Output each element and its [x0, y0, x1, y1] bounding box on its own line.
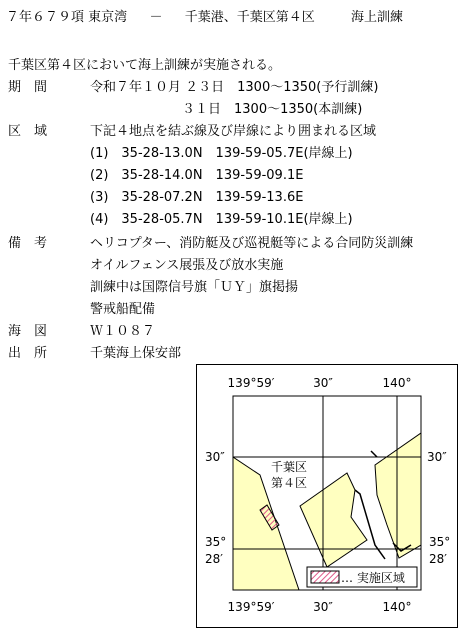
period-line-1: 令和７年１０月 ２３日 1300～1350(予行訓練) [90, 80, 379, 95]
notice-subject: 海上訓練 [351, 10, 404, 25]
notice-summary: 千葉区第４区において海上訓練が実施される。 [8, 58, 282, 73]
map-legend-text: … 実施区域 [341, 571, 405, 585]
map-lon-top-1: 139°59′ [227, 376, 275, 390]
area-point-2: (2) 35-28-14.0N 139-59-09.1E [90, 168, 304, 183]
map-lat-top-left: 30″ [205, 450, 225, 464]
remarks-line-3: 訓練中は国際信号旗「ＵＹ」旗掲揚 [90, 280, 299, 295]
notice-header [6, 10, 403, 26]
area-map-svg [197, 365, 457, 627]
map-lon-bottom-3: 140° [382, 600, 412, 614]
area-intro: 下記４地点を結ぶ線及び岸線により囲まれる区域 [90, 124, 377, 139]
period-line-2: ３１日 1300～1350(本訓練) [182, 102, 363, 117]
period-label: 期 間 [8, 80, 48, 95]
area-point-4: (4) 35-28-05.7N 139-59-10.1E(岸線上) [90, 212, 353, 227]
source-label: 出 所 [8, 346, 48, 361]
notice-area: 東京湾 [88, 10, 128, 25]
remarks-label: 備 考 [8, 236, 48, 251]
map-lon-bottom-2: 30″ [313, 600, 333, 614]
map-coast-detail-2 [371, 451, 377, 457]
map-district-line-2: 第４区 [271, 476, 308, 490]
map-lon-top-2: 30″ [313, 376, 333, 390]
map-lat-bottom-left-deg: 35° [205, 535, 227, 549]
map-land-central [300, 473, 367, 567]
area-point-3: (3) 35-28-07.2N 139-59-13.6E [90, 190, 304, 205]
map-legend-swatch [311, 571, 339, 583]
map-district-line-1: 千葉区 [271, 460, 308, 474]
remarks-line-2: オイルフェンス展張及び放水実施 [90, 258, 284, 273]
notice-dash: － [149, 10, 163, 25]
map-land-east [375, 433, 421, 558]
area-point-1: (1) 35-28-13.0N 139-59-05.7E(岸線上) [90, 146, 353, 161]
map-lon-top-3: 140° [382, 376, 412, 390]
map-lat-bottom-right-min: 28′ [429, 552, 447, 566]
map-lat-bottom-left-min: 28′ [205, 552, 223, 566]
remarks-line-4: 警戒船配備 [90, 302, 156, 317]
remarks-line-1: ヘリコプター、消防艇及び巡視艇等による合同防災訓練 [90, 236, 414, 251]
notice-number: ７年６７９項 [6, 10, 85, 25]
chart-label: 海 図 [8, 324, 48, 339]
area-label: 区 域 [8, 124, 48, 139]
map-lat-top-right: 30″ [427, 450, 447, 464]
map-lon-bottom-1: 139°59′ [227, 600, 275, 614]
map-lat-bottom-right-deg: 35° [429, 535, 451, 549]
notice-location: 千葉港、千葉区第４区 [184, 10, 315, 25]
source-value: 千葉海上保安部 [90, 346, 182, 361]
area-map [196, 364, 458, 628]
chart-value: Ｗ１０８７ [90, 324, 156, 339]
